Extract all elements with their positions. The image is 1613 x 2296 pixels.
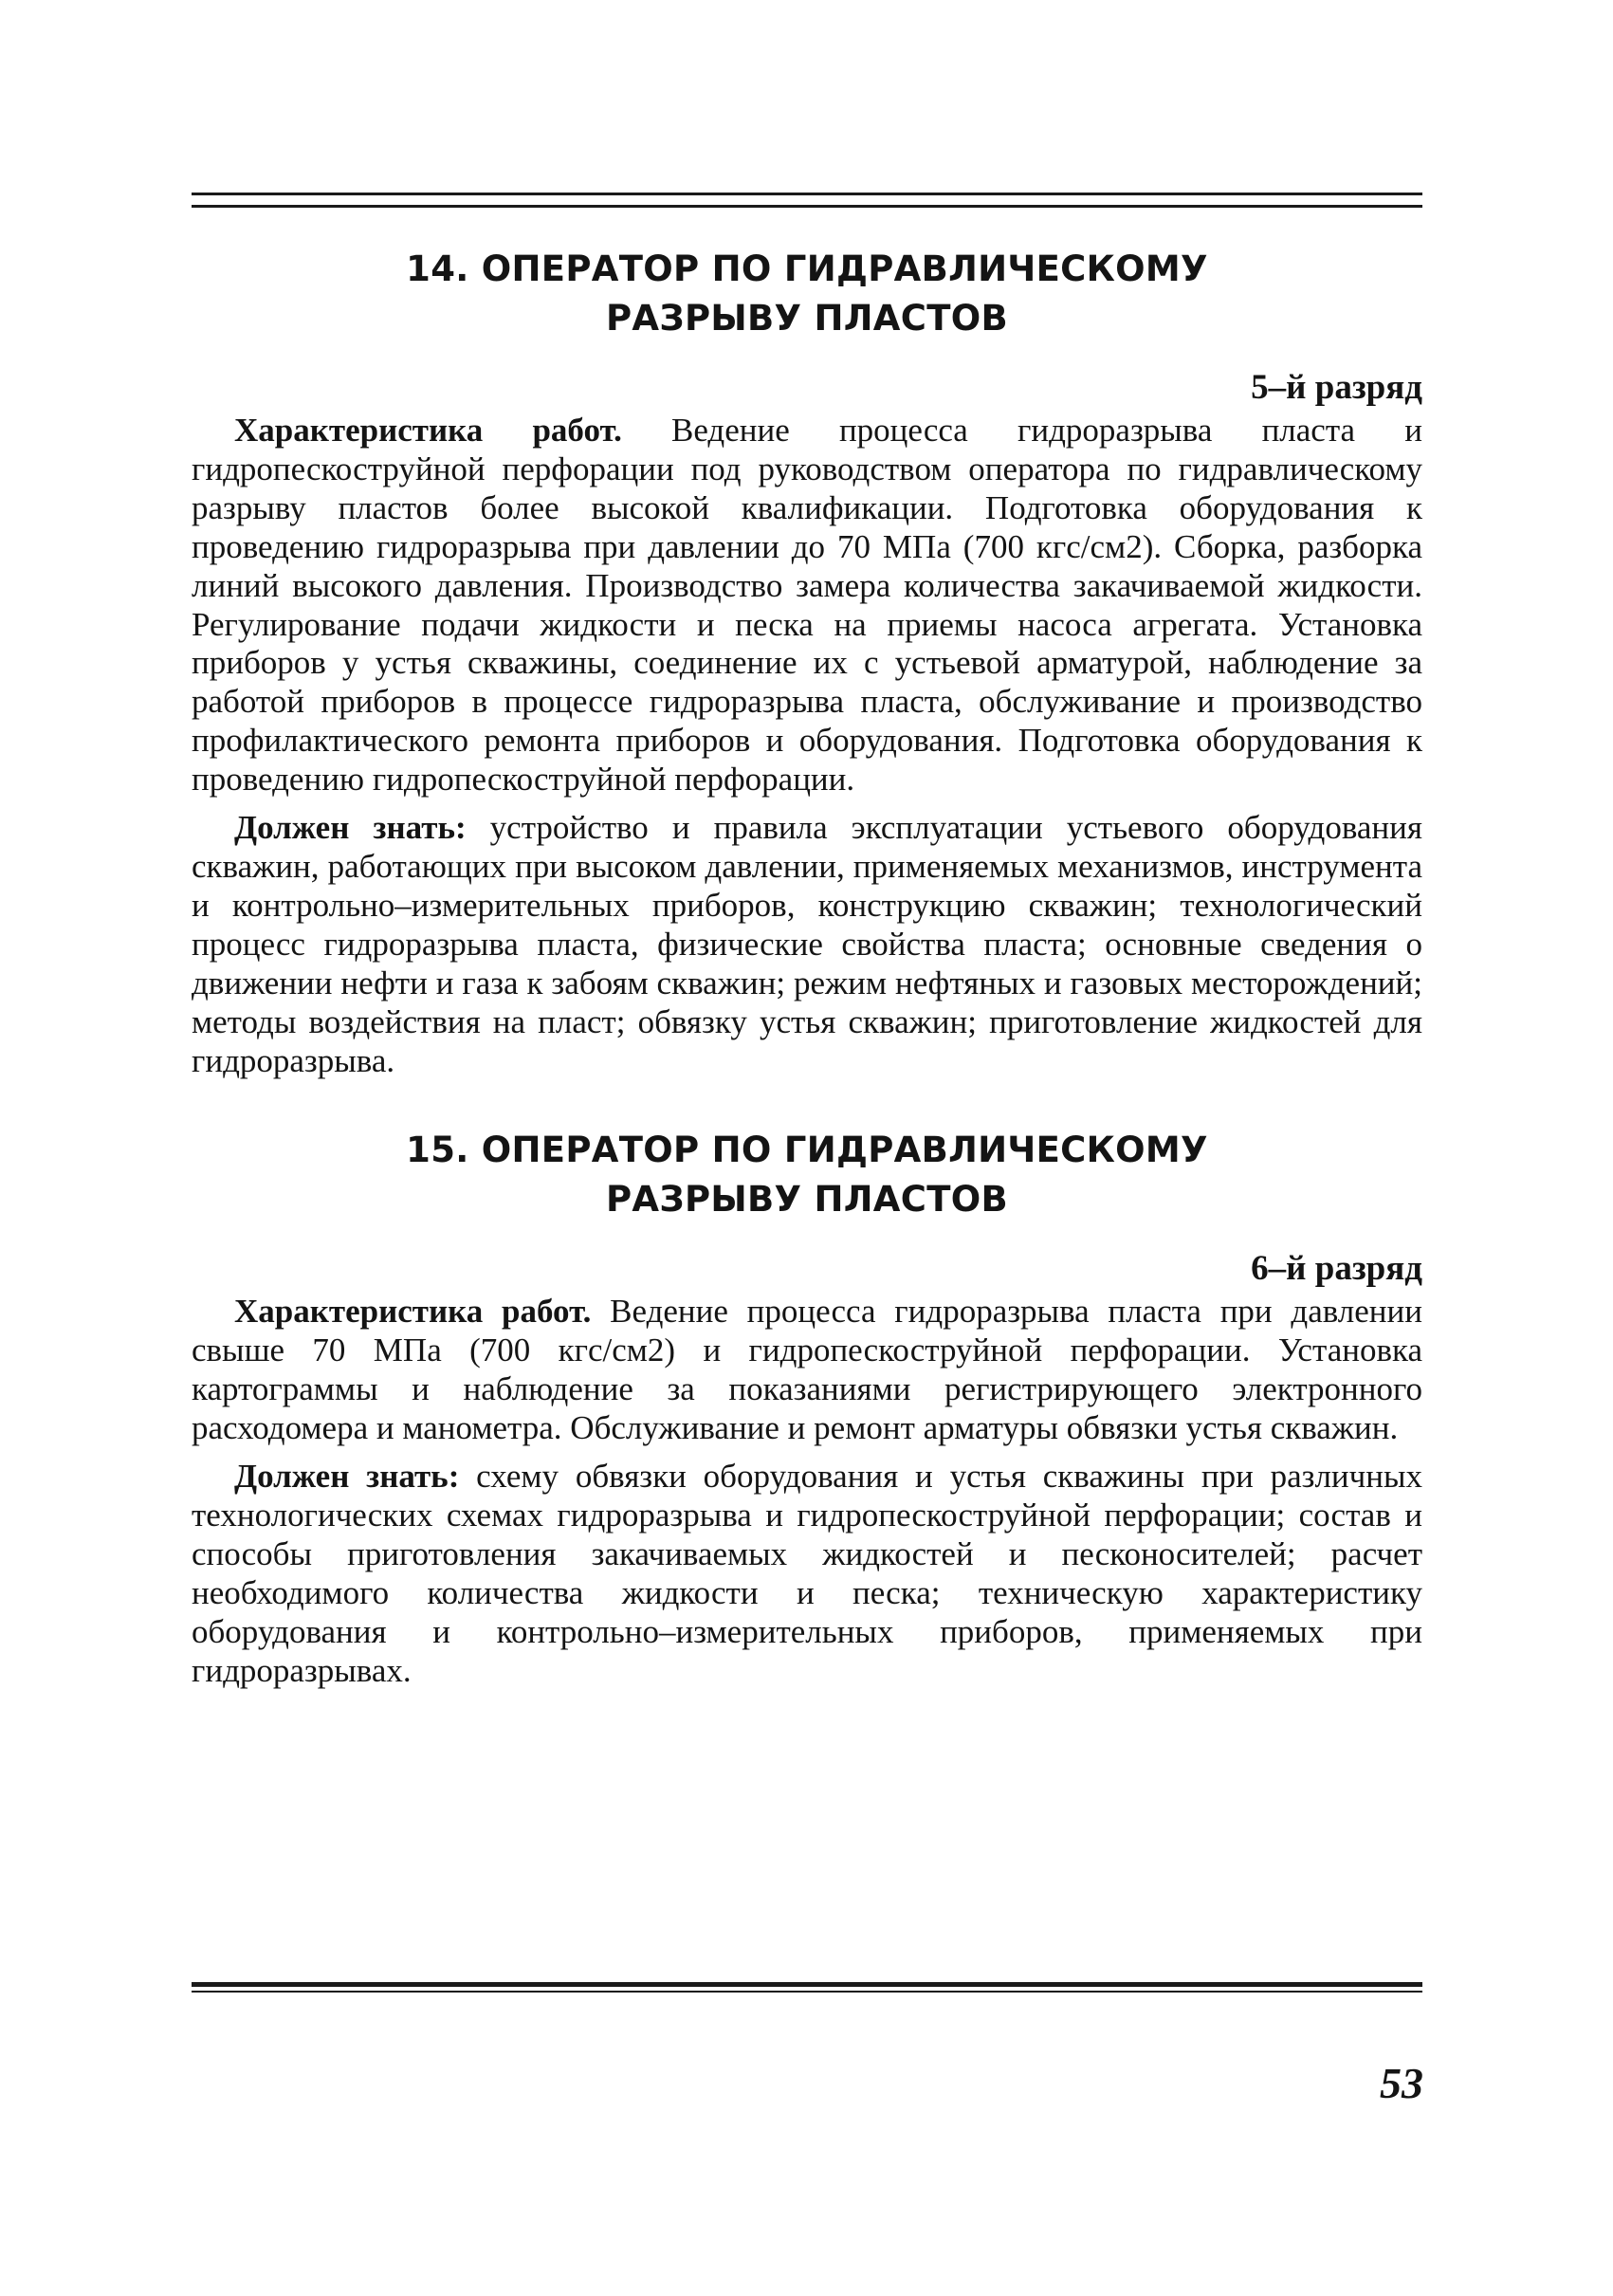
top-double-rule	[192, 193, 1422, 208]
section-14-title	[192, 245, 1422, 343]
work-characteristics-text: Ведение процесса гидроразрыва пласта при давлении свыше 70 МПа (700 кгс/см2) и гидропескоструйной перфорации. Установка картограммы и наблюдение за показаниями регистрирующего электронного расходомера и манометра. Обслуживание и ремонт арматуры обвязки устья скважин.	[192, 1293, 1423, 1447]
bottom-rule	[192, 1982, 1422, 1987]
section-15-title	[192, 1126, 1422, 1224]
section-15-work-characteristics	[192, 1293, 1422, 1448]
section-15-must-know	[192, 1458, 1422, 1690]
section-14-title-line2: РАЗРЫВУ ПЛАСТОВ	[606, 298, 1008, 339]
section-15	[192, 1126, 1422, 1690]
section-14-work-characteristics	[192, 412, 1422, 799]
section-15-title-line1: 15. ОПЕРАТОР ПО ГИДРАВЛИЧЕСКОМУ	[406, 1130, 1208, 1171]
section-14-grade: 5–й разряд	[1251, 368, 1422, 407]
must-know-text: устройство и правила эксплуатации устьевого оборудования скважин, работающих при высоком давлении, применяемых механизмов, инструмента и контрольно–измерительных приборов, конструкцию скважин; технологический процесс гидроразрыва пласта, физические свойства пласта; основные сведения о движении нефти и газа к забоям скважин; режим нефтяных и газовых месторождений; методы воздействия на пласт; обвязку устья скважин; приготовление жидкостей для гидроразрыва.	[192, 809, 1422, 1079]
section-15-grade: 6–й разряд	[1251, 1249, 1422, 1289]
work-characteristics-text: Ведение процесса гидроразрыва пласта и гидропескоструйной перфорации под руководством оператора по гидравлическому разрыву пластов более высокой квалификации. Подготовка оборудования к проведению гидроразрыва при давлении до 70 МПа (700 кгс/см2). Сборка, разборка линий высокого давления. Производство замера количества закачиваемой жидкости. Регулирование подачи жидкости и песка на приемы насоса агрегата. Установка приборов у устья скважины, соединение их с устьевой арматурой, наблюдение за работой приборов в процессе гидроразрыва пласта, обслуживание и производство профилактического ремонта приборов и оборудования. Подготовка оборудования к проведению гидропескоструйной перфорации.	[192, 412, 1423, 799]
must-know-text: схему обвязки оборудования и устья скважины при различных технологических схемах гидроразрыва и гидропескоструйной перфорации; состав и способы приготовления закачиваемых жидкостей и песконосителей; расчет необходимого количества жидкости и песка; техническую характеристику оборудования и контрольно–измерительных приборов, применяемых при гидроразрывах.	[192, 1458, 1423, 1689]
section-14-title-line1: 14. ОПЕРАТОР ПО ГИДРАВЛИЧЕСКОМУ	[406, 248, 1208, 289]
section-15-title-line2: РАЗРЫВУ ПЛАСТОВ	[606, 1179, 1008, 1221]
work-characteristics-label: Характеристика работ.	[234, 412, 622, 449]
work-characteristics-label: Характеристика работ.	[234, 1293, 592, 1331]
must-know-label: Должен знать:	[234, 1458, 460, 1496]
bottom-rule-thin	[192, 1991, 1422, 1993]
section-14-must-know	[192, 809, 1422, 1080]
must-know-label: Должен знать:	[234, 809, 467, 847]
page-content	[192, 245, 1422, 1690]
page-number: 53	[1380, 2059, 1423, 2107]
section-14	[192, 245, 1422, 1080]
